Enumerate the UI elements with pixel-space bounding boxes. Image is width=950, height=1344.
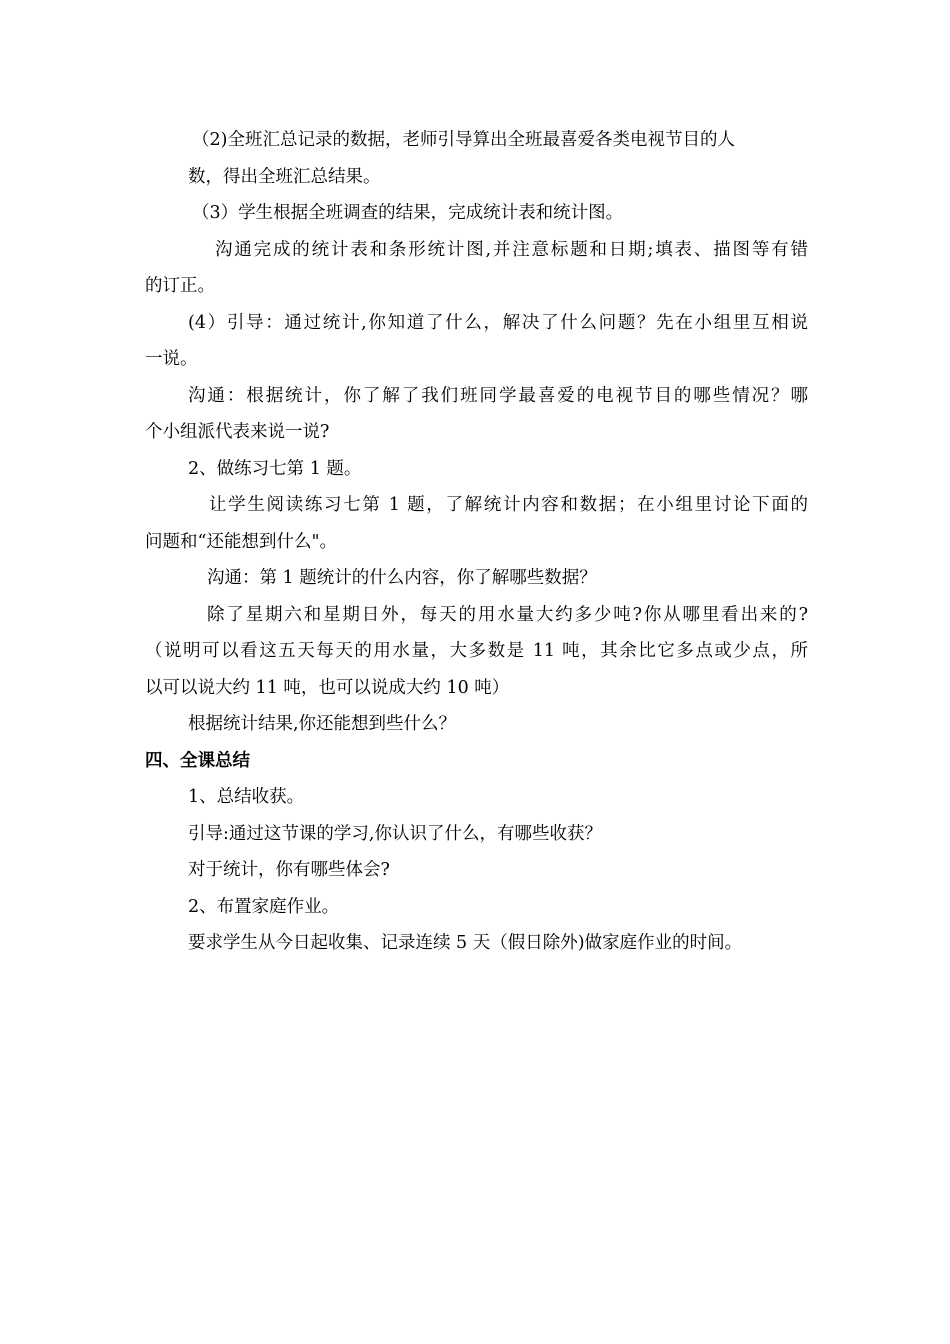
paragraph-line: 的订正。	[145, 276, 215, 296]
paragraph-line: 让学生阅读练习七第 1 题，了解统计内容和数据；在小组里讨论下面的	[209, 495, 808, 515]
paragraph-line: 以可以说大约 11 吨，也可以说成大约 10 吨）	[145, 677, 510, 698]
paragraph-line: 2、布置家庭作业。	[188, 896, 340, 917]
paragraph-line: 引导:通过这节课的学习,你认识了什么，有哪些收获？	[188, 823, 602, 844]
paragraph-line: 个小组派代表来说一说?	[145, 422, 330, 442]
paragraph-line: 根据统计结果,你还能想到些什么？	[188, 714, 457, 734]
paragraph-line: 一说。	[145, 349, 198, 369]
paragraph-line: （说明可以看这五天每天的用水量，大多数是 11 吨，其余比它多点或少点，所	[145, 641, 808, 661]
paragraph-line: (4）引导：通过统计,你知道了什么，解决了什么问题？先在小组里互相说	[188, 312, 808, 333]
paragraph-line: 沟通：根据统计，你了解了我们班同学最喜爱的电视节目的哪些情况？哪	[188, 385, 808, 406]
paragraph-line: （2)全班汇总记录的数据，老师引导算出全班最喜爱各类电视节目的人	[192, 130, 735, 150]
paragraph-line: 沟通完成的统计表和条形统计图,并注意标题和日期;填表、描图等有错	[215, 239, 808, 260]
paragraph-line: 对于统计，你有哪些体会?	[188, 860, 390, 880]
paragraph-line: 问题和“还能想到什么"。	[145, 531, 337, 552]
paragraph-line: 沟通：第 1 题统计的什么内容，你了解哪些数据？	[207, 568, 597, 588]
paragraph-line: 要求学生从今日起收集、记录连续 5 天（假日除外)做家庭作业的时间。	[188, 933, 743, 953]
paragraph-line: 2、做练习七第 1 题。	[188, 458, 362, 479]
section-heading: 四、全课总结	[145, 750, 250, 771]
paragraph-line: （3）学生根据全班调查的结果，完成统计表和统计图。	[192, 203, 624, 223]
document-body	[145, 122, 808, 962]
paragraph-line: 数，得出全班汇总结果。	[188, 166, 381, 187]
paragraph-line: 除了星期六和星期日外，每天的用水量大约多少吨?你从哪里看出来的?	[207, 604, 808, 625]
paragraph-line: 1、总结收获。	[188, 787, 305, 807]
